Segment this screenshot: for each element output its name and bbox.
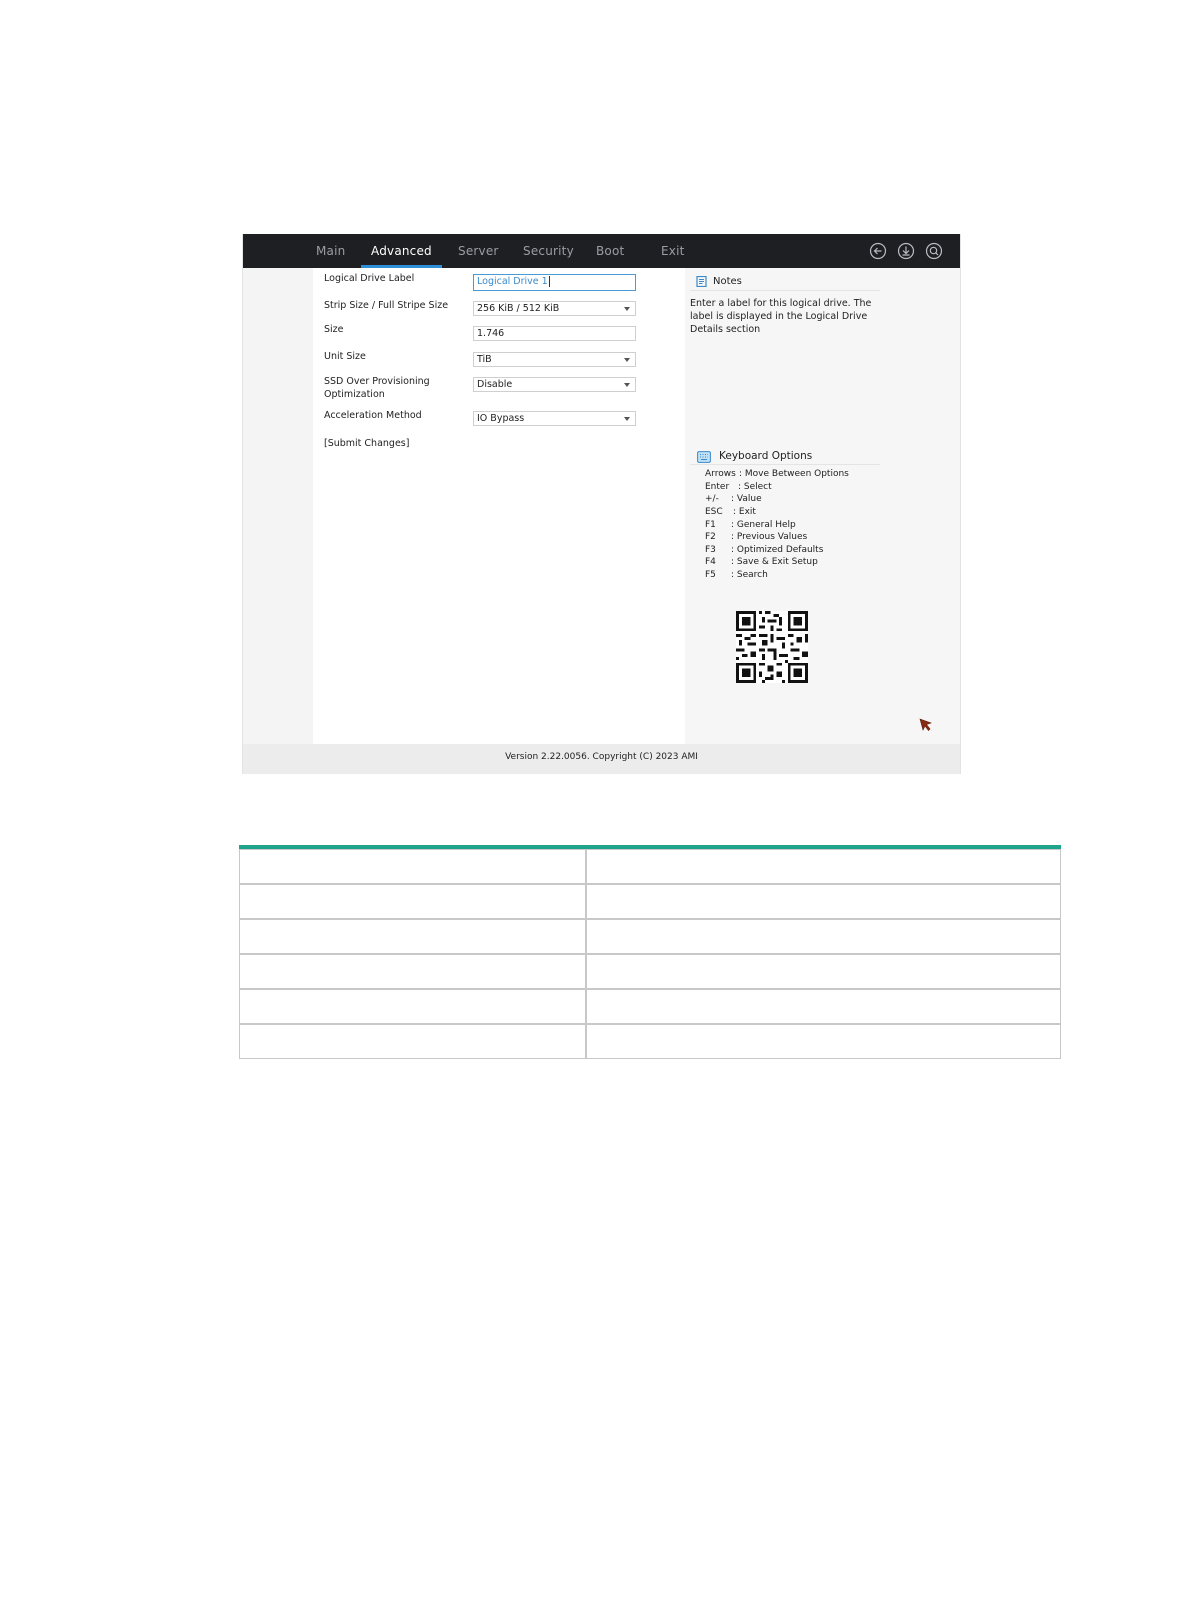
- key-description: : Move Between Options: [739, 469, 849, 479]
- key-name: ESC: [705, 507, 723, 517]
- text-caret: [549, 276, 550, 287]
- search-icon[interactable]: [925, 242, 943, 260]
- tab-security[interactable]: Security: [523, 244, 574, 258]
- key-name: F4: [705, 557, 716, 567]
- notes-title: Notes: [713, 276, 742, 287]
- top-menu-bar: [243, 234, 960, 268]
- notes-text: Enter a label for this logical drive. The label is displayed in the Logical Drive Details section: [690, 298, 872, 335]
- table-cell: [239, 954, 587, 989]
- table-cell: [585, 884, 1061, 919]
- strip-size-dropdown[interactable]: [473, 301, 636, 316]
- tab-advanced[interactable]: Advanced: [371, 234, 432, 268]
- key-description: : General Help: [731, 520, 796, 530]
- submit-changes-button[interactable]: [Submit Changes]: [324, 438, 410, 449]
- table-cell: [239, 1024, 587, 1059]
- unit-size-dropdown[interactable]: [473, 352, 636, 367]
- table-cell: [239, 989, 587, 1024]
- key-name: Arrows: [705, 469, 736, 479]
- ssd-over-provisioning-label-line1: SSD Over Provisioning: [324, 376, 430, 387]
- version-text: Version 2.22.0056. Copyright (C) 2023 AMI: [505, 752, 698, 762]
- chevron-down-icon: [624, 358, 630, 362]
- key-description: : Previous Values: [731, 532, 808, 542]
- table-cell: [239, 919, 587, 954]
- logical-drive-label-label: Logical Drive Label: [324, 273, 415, 284]
- key-name: F3: [705, 545, 716, 555]
- strip-size-label: Strip Size / Full Stripe Size: [324, 300, 449, 311]
- document-table: [239, 845, 1061, 1060]
- table-row: [239, 1024, 1061, 1059]
- tab-server[interactable]: Server: [458, 244, 499, 258]
- ssd-over-provisioning-value: Disable: [477, 379, 513, 390]
- size-input[interactable]: [473, 326, 636, 341]
- key-description: : Exit: [733, 507, 756, 517]
- left-gutter: [243, 268, 313, 744]
- bios-setup-window: [242, 234, 961, 774]
- key-name: Enter: [705, 482, 730, 492]
- keyboard-divider: [690, 464, 880, 465]
- unit-size-label: Unit Size: [324, 351, 366, 362]
- table-cell: [585, 954, 1061, 989]
- acceleration-method-value: IO Bypass: [477, 413, 525, 424]
- chevron-down-icon: [624, 417, 630, 421]
- key-description: : Save & Exit Setup: [731, 557, 818, 567]
- table-row: [239, 954, 1061, 989]
- logical-drive-label-input[interactable]: [473, 274, 636, 291]
- key-description: : Value: [731, 494, 762, 504]
- table-row: [239, 849, 1061, 884]
- key-description: : Select: [738, 482, 772, 492]
- notes-divider: [690, 290, 880, 291]
- table-cell: [585, 919, 1061, 954]
- strip-size-value: 256 KiB / 512 KiB: [477, 303, 560, 314]
- key-description: : Optimized Defaults: [731, 545, 824, 555]
- chevron-down-icon: [624, 383, 630, 387]
- tab-boot[interactable]: Boot: [596, 244, 625, 258]
- acceleration-method-label: Acceleration Method: [324, 410, 422, 421]
- table-row: [239, 884, 1061, 919]
- key-name: F5: [705, 570, 716, 580]
- key-name: F2: [705, 532, 716, 542]
- chevron-down-icon: [624, 307, 630, 311]
- table-row: [239, 989, 1061, 1024]
- qr-code: [736, 611, 808, 683]
- key-name: F1: [705, 520, 716, 530]
- ssd-over-provisioning-dropdown[interactable]: [473, 377, 636, 392]
- help-panel: [685, 268, 960, 744]
- ssd-over-provisioning-label-line2: Optimization: [324, 389, 385, 400]
- table-cell: [585, 989, 1061, 1024]
- save-icon[interactable]: [897, 242, 915, 260]
- keyboard-icon: [697, 451, 711, 463]
- unit-size-value: TiB: [477, 354, 492, 365]
- table-cell: [585, 849, 1061, 884]
- version-footer: [243, 744, 960, 774]
- logical-drive-label-value: Logical Drive 1: [477, 276, 548, 287]
- table-cell: [585, 1024, 1061, 1059]
- acceleration-method-dropdown[interactable]: [473, 411, 636, 426]
- key-description: : Search: [731, 570, 768, 580]
- size-label: Size: [324, 324, 344, 335]
- table-cell: [239, 884, 587, 919]
- table-row: [239, 919, 1061, 954]
- size-value: 1.746: [477, 328, 505, 339]
- keyboard-options-title: Keyboard Options: [719, 450, 813, 462]
- table-cell: [239, 849, 587, 884]
- mouse-cursor-icon: [919, 718, 933, 732]
- tab-main[interactable]: Main: [316, 244, 346, 258]
- key-name: +/-: [705, 494, 719, 504]
- notes-icon: [696, 276, 707, 287]
- tab-exit[interactable]: Exit: [661, 244, 685, 258]
- back-icon[interactable]: [869, 242, 887, 260]
